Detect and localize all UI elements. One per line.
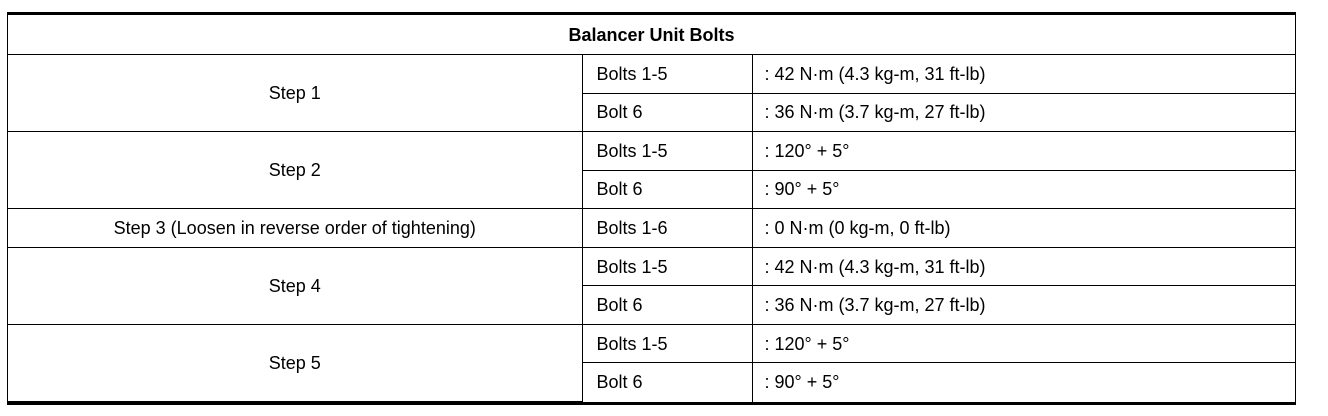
table-header-row bbox=[8, 15, 1295, 55]
bolts-cell: Bolt 6 bbox=[582, 170, 752, 209]
torque-spec-cell: : 42 N·m (4.3 kg-m, 31 ft-lb) bbox=[752, 247, 1295, 286]
torque-spec-cell: : 42 N·m (4.3 kg-m, 31 ft-lb) bbox=[752, 55, 1295, 94]
bolts-cell: Bolts 1-5 bbox=[582, 55, 752, 94]
table-row bbox=[8, 247, 1295, 286]
bolts-cell: Bolts 1-6 bbox=[582, 209, 752, 248]
step-cell: Step 1 bbox=[8, 55, 582, 132]
torque-spec-table bbox=[8, 15, 1295, 402]
torque-spec-cell: : 36 N·m (3.7 kg-m, 27 ft-lb) bbox=[752, 93, 1295, 132]
torque-spec-cell: : 120° + 5° bbox=[752, 324, 1295, 363]
torque-spec-cell: : 90° + 5° bbox=[752, 363, 1295, 402]
torque-spec-cell: : 90° + 5° bbox=[752, 170, 1295, 209]
torque-spec-table-frame bbox=[7, 12, 1296, 405]
bolts-cell: Bolts 1-5 bbox=[582, 132, 752, 171]
bolts-cell: Bolt 6 bbox=[582, 363, 752, 402]
step-cell: Step 5 bbox=[8, 324, 582, 401]
torque-spec-cell: : 36 N·m (3.7 kg-m, 27 ft-lb) bbox=[752, 286, 1295, 325]
step-cell: Step 2 bbox=[8, 132, 582, 209]
table-row bbox=[8, 209, 1295, 248]
torque-spec-cell: : 120° + 5° bbox=[752, 132, 1295, 171]
table-row bbox=[8, 55, 1295, 94]
bolts-cell: Bolt 6 bbox=[582, 93, 752, 132]
table-title: Balancer Unit Bolts bbox=[8, 15, 1295, 55]
table-row bbox=[8, 132, 1295, 171]
step-cell: Step 4 bbox=[8, 247, 582, 324]
bolts-cell: Bolts 1-5 bbox=[582, 247, 752, 286]
bolts-cell: Bolt 6 bbox=[582, 286, 752, 325]
bolts-cell: Bolts 1-5 bbox=[582, 324, 752, 363]
table-row bbox=[8, 324, 1295, 363]
step-cell: Step 3 (Loosen in reverse order of tightening) bbox=[8, 209, 582, 248]
torque-spec-cell: : 0 N·m (0 kg-m, 0 ft-lb) bbox=[752, 209, 1295, 248]
